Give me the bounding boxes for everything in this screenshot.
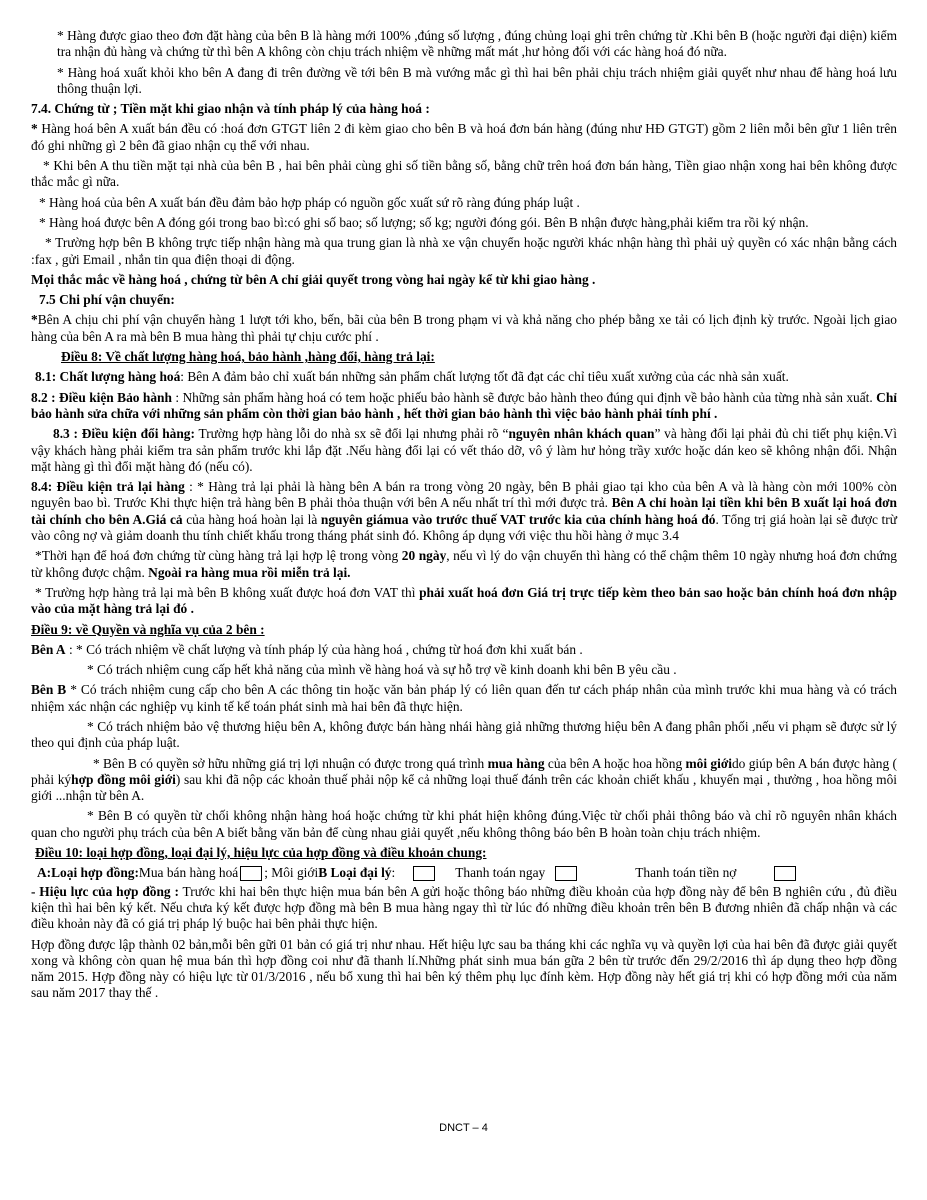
clause-8-4: 8.4: Điều kiện trả lại hàng : * Hàng trả lại phải là hàng bên A bán ra trong vòng 20 ngày, bên B phải giao tại kho của bên A và là hàng còn mới 100% còn nguyên bao bì. Trước Khi thực hiện trả hàng bên B phải thỏa thuận với bên A nếu nhất trí thì mới được trả. Bên A chỉ hoàn lại tiền khi bên B xuất lại hoá đơn tài chính cho bên A.Giá cả của hàng hoá hoàn lại là nguyên giámua vào trước thuế VAT trước kia của chính hàng hoá đó. Tổng trị giá hoàn lại sẽ được trừ vào công nợ và giảm doanh thu tính chiết khấu trong tháng phát sinh đó. Không áp dụng với việc thu hồi hàng ở mục 3.4 (31, 479, 897, 544)
party-b-duty-1: Bên B * Có trách nhiệm cung cấp cho bên A các thông tin hoặc văn bản pháp lý có liên quan đến tư cách pháp nhân của mình trước khi mua hàng và có trách nhiệm xác nhận các nghiệp vụ kinh tế kế toán phát sinh mà hai bên đã thực hiện. (31, 682, 898, 714)
clause-8-6: * Trường hợp hàng trả lại mà bên B không xuất được hoá đơn VAT thì phải xuất hoá đơn Giá trị trực tiếp kèm theo bản sao hoặc bản chính hoá đơn nhập vào của mặt hàng trả lại đó . (31, 584, 897, 617)
document-page (31, 28, 897, 1006)
article-9-heading: Điều 9: về Quyền và nghĩa vụ của 2 bên : (31, 621, 265, 637)
page-footer: DNCT – 4 (439, 1122, 488, 1134)
clause-7-4-packaging: * Hàng hoá được bên A đóng gói trong bao bì:có ghi số bao; số lượng; số kg; người đóng gói. Bên B nhận được hàng,phải kiểm tra rồi ký nhận. (39, 214, 809, 230)
contract-type-row (37, 865, 897, 881)
party-a-duty-1: Bên A : * Có trách nhiệm về chất lượng và tính pháp lý của hàng hoá , chứng từ hoá đơn khi xuất bán . (31, 641, 583, 657)
checkbox-pay-now[interactable] (555, 866, 577, 881)
clause-7-5-transport: *Bên A chịu chi phí vận chuyển hàng 1 lượt tới kho, bến, bãi của bên B trong phạm vi và khả năng cho phép bằng xe tải có lịch định kỳ trước. Ngoài lịch giao hàng của bên A ra mà bên B mua hàng thì phải tự chịu cước phí . (31, 312, 897, 344)
option-sale-label: Mua bán hàng hoá (138, 865, 239, 881)
contract-final-terms: Hợp đồng được lập thành 02 bản,mỗi bên gữi 01 bản có giá trị như nhau. Hết hiệu lực sau ba tháng khi các nghĩa vụ và quyền lợi của hai bên đã được giải quyết xong và không còn quan hệ mua bán thì hợp đồng coi như đã thanh lí.Những phát sinh mua bán gữa 2 bên từ trước đến 29/2/2016 thì áp dụng theo hợp đồng năm 2015. Hợp đồng này có hiệu lực từ 01/3/2016 , nếu bổ xung thì hai bên ký thêm phụ lục đính kèm. Hợp đồng này hết giá trị khi có hợp đồng mới của năm sau năm 2017 thay thế . (31, 936, 897, 1001)
option-broker-label: ; Môi giới (264, 865, 319, 881)
section-7-5-heading: 7.5 Chi phí vận chuyển: (39, 292, 175, 308)
checkbox-pay-debt[interactable] (774, 866, 796, 881)
article-10-heading: Điều 10: loại hợp đồng, loại đại lý, hiệu lực của hợp đồng và điều khoản chung: (35, 845, 487, 861)
checkbox-agent[interactable] (413, 866, 435, 881)
clause-8-5: *Thời hạn để hoá đơn chứng từ cùng hàng trả lại hợp lệ trong vòng 20 ngày, nếu vì lý do vận chuyển thì hàng có thể chậm thêm 10 ngày nhưng hoá đơn chứng từ không được chậm. Ngoài ra hàng mua rồi miễn trả lại. (31, 548, 897, 580)
party-a-duty-2: * Có trách nhiệm cung cấp hết khả năng của mình về hàng hoá và sự hỗ trợ về kinh doanh khi bên B yêu cầu . (87, 662, 677, 678)
clause-7-4-legal: * Hàng hoá của bên A xuất bán đều đảm bảo hợp pháp có nguồn gốc xuất sứ rõ ràng đúng pháp luật . (39, 194, 580, 210)
option-pay-now-label: Thanh toán ngay (455, 865, 546, 881)
contract-type-label: A:Loại hợp đồng: (37, 865, 139, 881)
clause-7-4-cash: * Khi bên A thu tiền mặt tại nhà của bên B , hai bên phải cùng ghi số tiền bằng số, bằng chữ trên hoá đơn bán hàng, Tiền giao nhận xong hai bên không được thắc mắc gì nữa. (31, 158, 897, 190)
clause-7-4-intermediary: * Trường hợp bên B không trực tiếp nhận hàng mà qua trung gian là nhà xe vận chuyển hoặc người khác nhận hàng thì phải uỷ quyền có xác nhận bằng cách :fax , gửi Email , nhắn tin qua điện thoại di động. (31, 235, 897, 267)
delivery-clause-1: * Hàng được giao theo đơn đặt hàng của bên B là hàng mới 100% ,đúng số lượng , đúng chủng loại ghi trên chứng từ .Khi bên B (hoặc người đại diện) kiểm tra nhận đủ hàng và chứng từ thì bên A không còn chịu trách nhiệm về những mất mát ,hư hỏng đối với các hàng hoá đó nữa. (57, 28, 897, 60)
clause-8-3: 8.3 : Điều kiện đổi hàng: Trường hợp hàng lỗi do nhà sx sẽ đổi lại nhưng phải rõ “nguyên nhân khách quan” và hàng đổi lại phải đủ chi tiết phụ kiện.Vì vậy khách hàng phải kiểm tra sản phẩm trước khi lắp đặt .Nếu hàng đổi lại có vết tháo dỡ, vô ý làm hư hỏng trầy xước hoặc dán keo sẽ không nhận đổi. Nhận mặt hàng gì thì đổi mặt hàng đó (nếu có). (31, 426, 897, 474)
agent-type-label: B Loại đại lý (318, 865, 392, 881)
party-b-duty-2: * Có trách nhiệm bảo vệ thương hiệu bên A, không được bán hàng nhái hàng giả những thương hiệu bên A đang phân phối ,nếu vi phạm sẽ được sử lý theo qui định của pháp luật. (31, 718, 897, 751)
section-7-4-heading: 7.4. Chứng từ ; Tiền mặt khi giao nhận và tính pháp lý của hàng hoá : (31, 101, 430, 117)
party-b-duty-3: * Bên B có quyền sở hữu những giá trị lợi nhuận có được trong quá trình mua hàng của bên A hoặc hoa hồng môi giớido giúp bên A bán được hàng ( phải kýhợp đồng môi giới) sau khi đã nộp các khoản thuế phải nộp kể cả những loại thuế đánh trên các khoản chiết khấu , khuyến mại , thưởng , hoa hồng môi giới ...nhận từ bên A. (31, 755, 898, 804)
clause-7-4-complaints: Mọi thắc mắc về hàng hoá , chứng từ bên A chỉ giải quyết trong vòng hai ngày kể từ khi giao hàng . (31, 271, 596, 287)
delivery-clause-2: * Hàng hoá xuất khỏi kho bên A đang đi trên đường về tới bên B mà vướng mắc gì thì hai bên phải chịu trách nhiệm giải quyết như nhau để hàng hoá lưu thông thuận lợi. (57, 64, 897, 96)
article-8-heading: Điều 8: Về chất lượng hàng hoá, bảo hành ,hàng đổi, hàng trả lại: (61, 349, 435, 365)
agent-type-colon: : (391, 865, 396, 881)
option-pay-debt-label: Thanh toán tiền nợ (635, 865, 737, 881)
clause-8-2: 8.2 : Điều kiện Bảo hành : Những sản phẩm hàng hoá có tem hoặc phiếu bảo hành sẽ được bảo hành theo đúng qui định về bảo hành của từng nhà sản xuất. Chỉ bảo hành sửa chữa với những sản phẩm còn thời gian bảo hành , hết thời gian bảo hành thì việc bảo hành phải tính phí . (31, 389, 897, 421)
party-b-duty-4: * Bên B có quyền từ chối không nhận hàng hoá hoặc chứng từ khi phát hiện không đúng.Việc từ chối phải thông báo và chỉ rõ nguyên nhân khách quan cho người phụ trách của bên A biết bằng văn bản để cùng nhau giải quyết ,nếu không thông báo bên B hoàn toàn chịu trách nhiệm. (31, 808, 897, 840)
contract-validity: - Hiệu lực của hợp đồng : Trước khi hai bên thực hiện mua bán bên A gửi hoặc thông báo những điều khoản của hợp đồng này để bên B nghiên cứu , đủ điều kiện thì hai bên ký kết. Nếu chưa ký kết được hợp đồng mà bên B mua hàng ngay thì từ lúc đó những điều khoản trên bên B đương nhiên đã chấp nhận và các điều khoản này đã có giá trị pháp lý buộc hai bên phải thực hiện. (31, 883, 897, 932)
clause-8-1: 8.1: Chất lượng hàng hoá: Bên A đảm bảo chỉ xuất bán những sản phẩm chất lượng tốt đã đạt các chỉ tiêu xuất xưởng của các nhà sản xuất. (35, 369, 789, 385)
clause-7-4-invoice: * Hàng hoá bên A xuất bán đều có :hoá đơn GTGT liên 2 đi kèm giao cho bên B và hoá đơn bán hàng (đúng như HĐ GTGT) gồm 2 liên mỗi bên gĩư 1 liên trên đó ghi những gì 2 bên đã giao nhận cụ thể với nhau. (31, 121, 897, 153)
checkbox-sale[interactable] (240, 866, 262, 881)
